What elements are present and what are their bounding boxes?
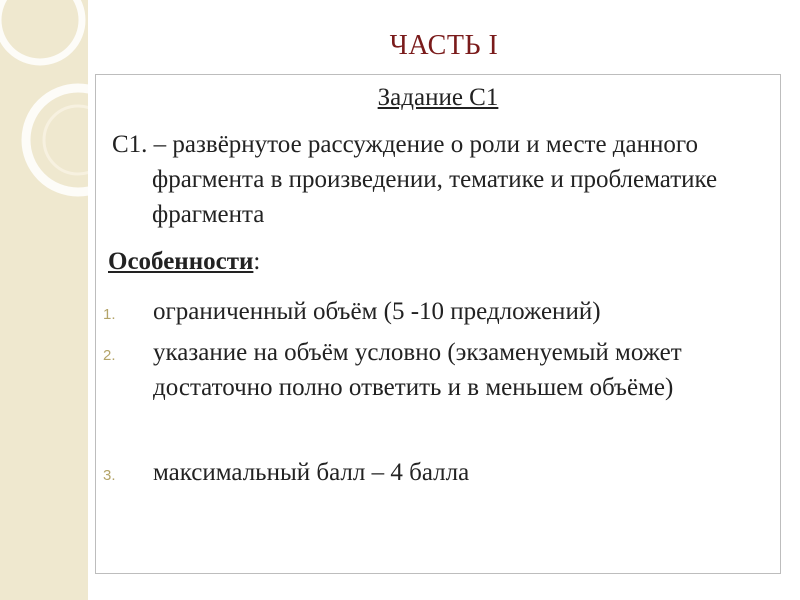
task-definition: С1. – развёрнутое рассуждение о роли и месте данного фрагмента в произведении, тематике и проблематике фрагмента: [112, 131, 718, 228]
list-item-text: максимальный балл – 4 балла: [153, 459, 470, 486]
slide-title: ЧАСТЬ I: [389, 30, 499, 61]
features-label: [108, 248, 260, 276]
task-heading: Задание С1: [377, 84, 499, 111]
list-item-number: 2.: [103, 347, 116, 364]
list-item-text: ограниченный объём (5 -10 предложений): [153, 298, 601, 325]
list-item-number: 3.: [103, 467, 116, 484]
features-label-colon: :: [253, 248, 261, 275]
list-item-text: указание на объём условно (экзаменуемый может достаточно полно ответить и в меньшем объёме): [153, 339, 682, 401]
features-label-text: Особенности: [108, 248, 254, 275]
decorative-circles: [0, 0, 88, 600]
list-item-number: 1.: [103, 306, 116, 323]
